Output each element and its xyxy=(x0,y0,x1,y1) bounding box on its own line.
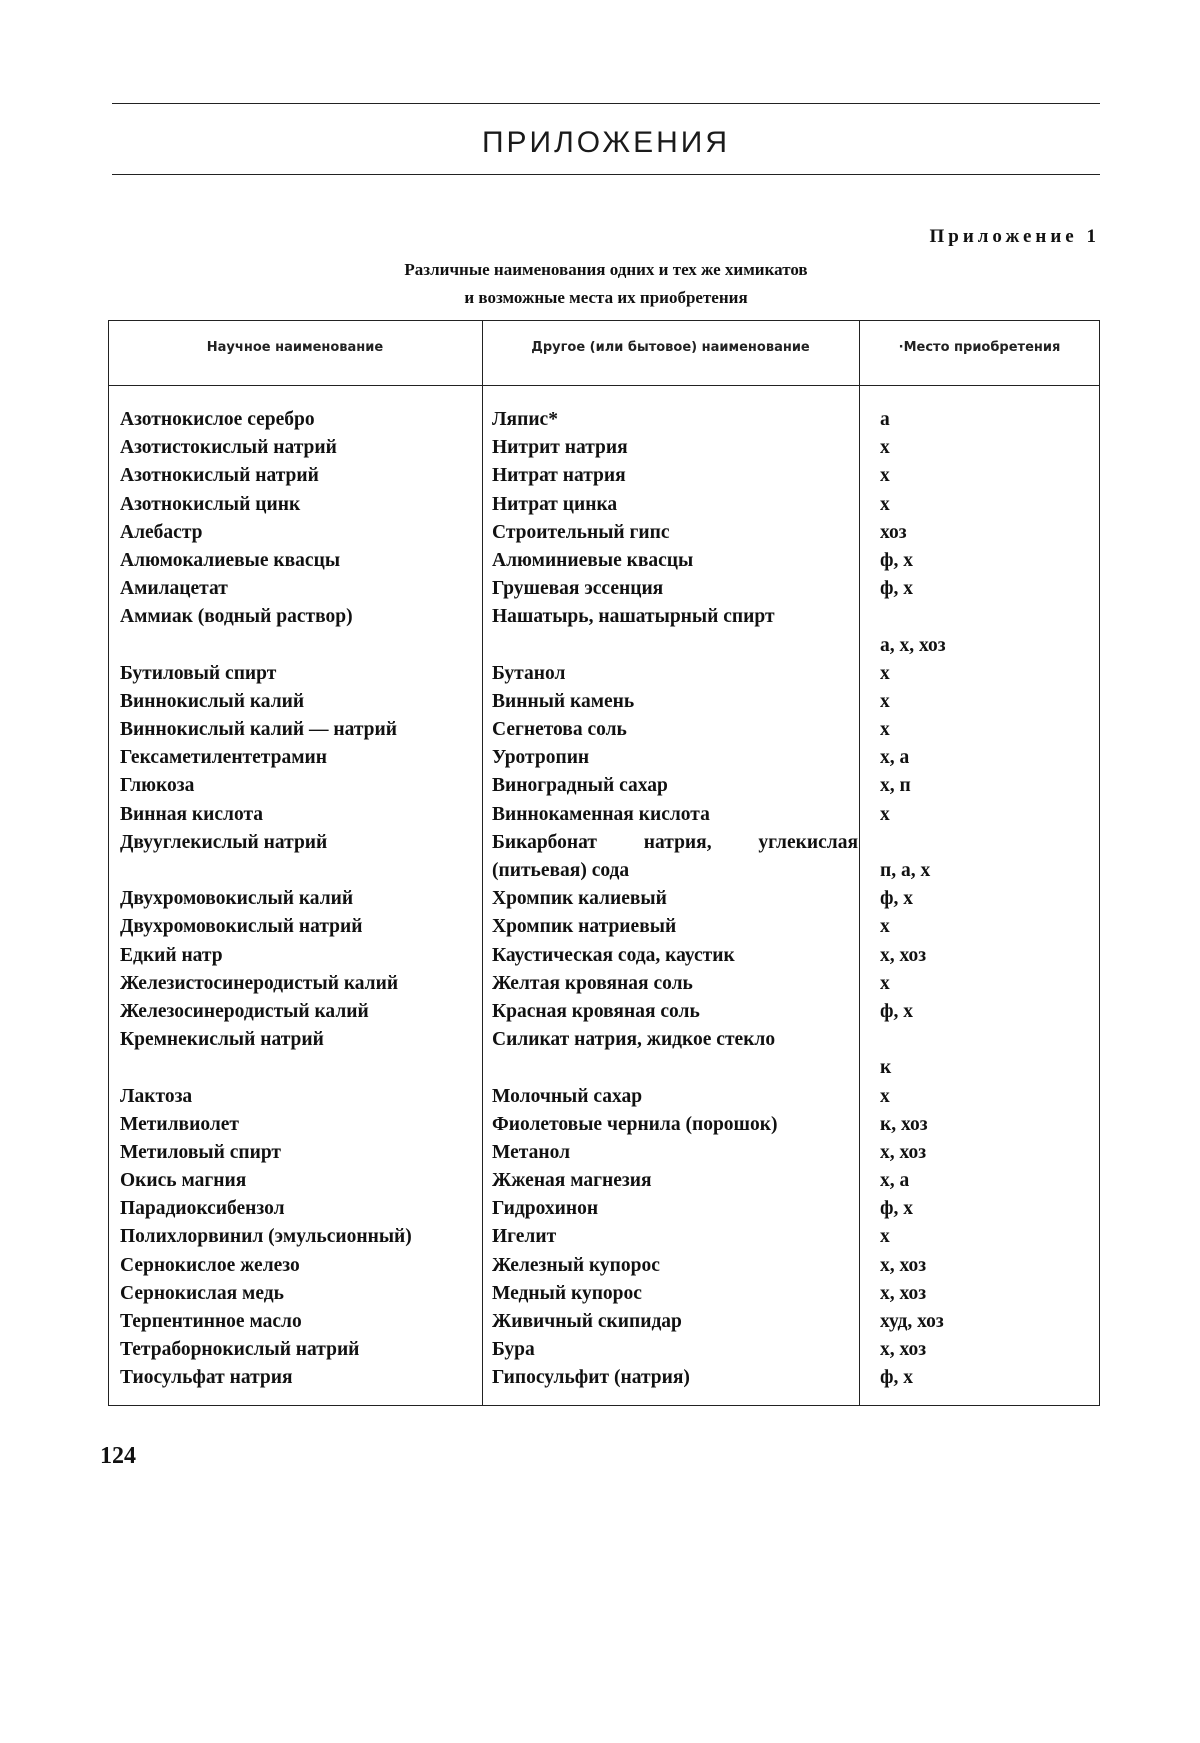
table-row xyxy=(108,688,1100,716)
appendix-label: Приложение 1 xyxy=(929,226,1100,247)
column-header-scientific: Научное наименование xyxy=(206,340,384,355)
cell-place: х, хоз xyxy=(880,1141,927,1163)
cell-scientific-name: Железистосинеродистый калий xyxy=(120,972,399,994)
cell-scientific-name: Тетраборнокислый натрий xyxy=(120,1339,360,1361)
table-row xyxy=(108,547,1100,575)
table-row xyxy=(108,772,1100,800)
cell-place: х xyxy=(880,803,890,825)
cell-common-name: Желтая кровяная соль xyxy=(492,972,693,994)
cell-place: х, хоз xyxy=(880,944,927,966)
cell-place: а xyxy=(880,409,890,430)
section-title: ПРИЛОЖЕНИЯ xyxy=(481,126,731,159)
cell-common-name: Метанол xyxy=(492,1141,571,1163)
table-row xyxy=(108,1083,1100,1111)
cell-scientific-name: Метилвиолет xyxy=(120,1113,239,1135)
cell-common-name: Алюминиевые квасцы xyxy=(492,549,694,571)
table-row xyxy=(108,970,1100,998)
cell-place: х xyxy=(880,662,890,684)
table-row xyxy=(108,744,1100,772)
cell-place: х xyxy=(880,493,890,515)
table-row xyxy=(108,885,1100,913)
cell-common-name: Виноградный сахар xyxy=(492,775,668,797)
cell-common-name: Гипосульфит (натрия) xyxy=(492,1367,690,1389)
cell-common-name: Нитрит натрия xyxy=(492,437,628,459)
table-row xyxy=(108,491,1100,519)
cell-place: к, хоз xyxy=(880,1113,928,1135)
table-row xyxy=(108,1195,1100,1223)
table-row xyxy=(108,1223,1100,1251)
table-row xyxy=(108,1252,1100,1280)
cell-common-name: Хромпик натриевый xyxy=(492,916,677,938)
table-row xyxy=(108,801,1100,829)
cell-place: х xyxy=(880,972,890,994)
cell-place: ф, х xyxy=(880,888,913,910)
cell-scientific-name: Двухромовокислый натрий xyxy=(120,916,363,938)
cell-common-name: Нашатырь, нашатырный спирт xyxy=(492,606,775,628)
table-row xyxy=(108,942,1100,970)
table-row xyxy=(108,1364,1100,1392)
table-row xyxy=(108,519,1100,547)
table-row xyxy=(108,716,1100,744)
cell-scientific-name: Лактоза xyxy=(120,1085,193,1107)
cell-common-name: Бикарбонат натрия, углекислая (питьевая) сода xyxy=(492,831,858,882)
cell-common-name: Железный купорос xyxy=(492,1254,660,1276)
cell-place: х xyxy=(880,1085,890,1107)
table-row xyxy=(108,1280,1100,1308)
cell-scientific-name: Виннокислый калий — натрий xyxy=(120,719,397,741)
cell-place: х, хоз xyxy=(880,1254,927,1276)
cell-place: х, а xyxy=(880,1170,910,1192)
cell-place: ф, х xyxy=(880,578,913,600)
cell-common-name: Ляпис* xyxy=(492,409,558,430)
cell-place: х xyxy=(880,916,890,938)
cell-common-name: Силикат натрия, жидкое стекло xyxy=(492,1029,776,1051)
table-row xyxy=(108,1167,1100,1195)
cell-common-name: Молочный сахар xyxy=(492,1085,643,1107)
cell-scientific-name: Алебастр xyxy=(120,521,203,543)
cell-place: х, а xyxy=(880,747,910,769)
cell-place: х, п xyxy=(880,775,911,797)
table-row xyxy=(108,603,1100,659)
cell-common-name: Хромпик калиевый xyxy=(492,888,667,910)
cell-scientific-name: Метиловый спирт xyxy=(120,1141,281,1163)
table-row xyxy=(108,829,1100,885)
cell-place: х xyxy=(880,690,890,712)
cell-common-name: Жженая магнезия xyxy=(492,1170,652,1192)
cell-common-name: Гидрохинон xyxy=(492,1198,599,1220)
cell-scientific-name: Бутиловый спирт xyxy=(120,662,277,684)
cell-scientific-name: Виннокислый калий xyxy=(120,690,305,712)
cell-scientific-name: Азотнокислый натрий xyxy=(120,465,319,487)
table-row xyxy=(108,575,1100,603)
cell-place: п, а, х xyxy=(880,860,931,882)
table-row xyxy=(108,1336,1100,1364)
table-row xyxy=(108,1026,1100,1082)
cell-scientific-name: Парадиоксибензол xyxy=(120,1198,285,1220)
table-row xyxy=(108,406,1100,434)
table-row xyxy=(108,913,1100,941)
cell-common-name: Игелит xyxy=(492,1226,557,1248)
caption-line-1: Различные наименования одних и тех же химикатов xyxy=(404,260,808,279)
column-header-common: Другое (или бытовое) наименование xyxy=(531,340,810,355)
cell-common-name: Нитрат цинка xyxy=(492,493,618,515)
cell-scientific-name: Тиосульфат натрия xyxy=(120,1367,293,1389)
column-header-place: ·Место приобретения xyxy=(898,340,1061,355)
cell-place: ф, х xyxy=(880,1367,913,1389)
cell-place: ф, х xyxy=(880,549,913,571)
cell-common-name: Бура xyxy=(492,1339,535,1361)
cell-common-name: Каустическая сода, каустик xyxy=(492,944,735,966)
table-row xyxy=(108,998,1100,1026)
cell-scientific-name: Сернокислая медь xyxy=(120,1282,284,1304)
cell-scientific-name: Азотнокислый цинк xyxy=(120,493,301,515)
cell-scientific-name: Железосинеродистый калий xyxy=(120,1000,369,1022)
table-row xyxy=(108,1308,1100,1336)
table-row xyxy=(108,434,1100,462)
cell-common-name: Уротропин xyxy=(492,747,590,769)
cell-common-name: Грушевая эссенция xyxy=(492,578,664,600)
cell-place: ф, х xyxy=(880,1000,913,1022)
cell-common-name: Бутанол xyxy=(492,662,566,684)
cell-scientific-name: Аммиак (водный раствор) xyxy=(120,606,353,628)
caption-line-2: и возможные места их приобретения xyxy=(464,288,748,307)
cell-place: худ, хоз xyxy=(880,1311,944,1333)
cell-scientific-name: Едкий натр xyxy=(120,944,223,966)
cell-common-name: Красная кровяная соль xyxy=(492,1000,700,1022)
cell-common-name: Нитрат натрия xyxy=(492,465,626,487)
cell-place: х xyxy=(880,465,890,487)
table-caption xyxy=(112,256,1100,312)
table-row xyxy=(108,1111,1100,1139)
cell-place: к xyxy=(880,1057,892,1079)
cell-common-name: Строительный гипс xyxy=(492,521,670,543)
cell-common-name: Виннокаменная кислота xyxy=(492,803,710,825)
table-body xyxy=(108,406,1100,1393)
cell-common-name: Живичный скипидар xyxy=(492,1311,682,1333)
header-rule-top xyxy=(112,103,1100,104)
cell-scientific-name: Двууглекислый натрий xyxy=(120,831,328,853)
cell-scientific-name: Азотнокислое серебро xyxy=(120,409,315,430)
cell-scientific-name: Алюмокалиевые квасцы xyxy=(120,549,341,571)
cell-place: х xyxy=(880,437,890,459)
header-rule-bottom xyxy=(112,174,1100,175)
header-divider xyxy=(108,385,1100,386)
cell-common-name: Винный камень xyxy=(492,690,635,712)
table-row xyxy=(108,462,1100,490)
cell-place: х, хоз xyxy=(880,1282,927,1304)
cell-scientific-name: Окись магния xyxy=(120,1170,247,1192)
cell-scientific-name: Глюкоза xyxy=(120,775,195,797)
cell-scientific-name: Азотистокислый натрий xyxy=(120,437,337,459)
cell-scientific-name: Винная кислота xyxy=(120,803,264,825)
cell-place: х, хоз xyxy=(880,1339,927,1361)
page-number: 124 xyxy=(100,1443,136,1469)
cell-scientific-name: Гексаметилентетрамин xyxy=(120,747,327,769)
cell-place: ф, х xyxy=(880,1198,913,1220)
cell-place: х xyxy=(880,719,890,741)
cell-place: х xyxy=(880,1226,890,1248)
cell-place: хоз xyxy=(880,521,907,543)
cell-common-name: Сегнетова соль xyxy=(492,719,627,741)
cell-common-name: Медный купорос xyxy=(492,1282,642,1304)
cell-common-name: Фиолетовые чернила (порошок) xyxy=(492,1113,778,1135)
cell-place: а, х, хоз xyxy=(880,634,946,656)
table-row xyxy=(108,1139,1100,1167)
cell-scientific-name: Сернокислое железо xyxy=(120,1254,300,1276)
cell-scientific-name: Амилацетат xyxy=(120,578,228,600)
cell-scientific-name: Кремнекислый натрий xyxy=(120,1029,324,1051)
table-row xyxy=(108,660,1100,688)
cell-scientific-name: Терпентинное масло xyxy=(120,1311,302,1333)
cell-scientific-name: Полихлорвинил (эмульсионный) xyxy=(120,1226,412,1248)
cell-scientific-name: Двухромовокислый калий xyxy=(120,888,354,910)
